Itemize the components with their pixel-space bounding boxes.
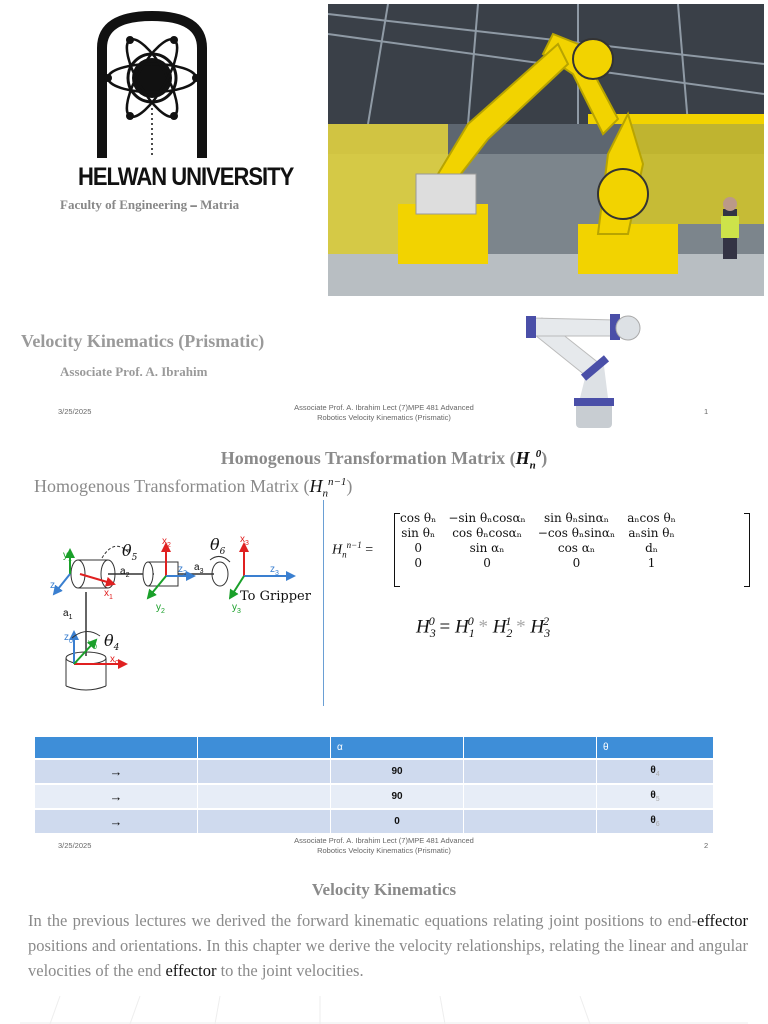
table-cell [198,759,331,784]
theta-symbol: θ [650,815,656,826]
label-theta5: $\theta_5$ [122,541,138,563]
slide2-title-symbol [515,448,542,472]
matrix-table [394,511,682,571]
transform-equation [416,614,549,641]
table-row [35,759,714,784]
title-close: ) [541,448,548,468]
eq-term2-sup: 1 [505,614,512,628]
slide3-title: Velocity Kinematics [311,880,457,899]
slide1-footer-date: 3/25/2025 [58,407,92,416]
faculty-dash: – [190,197,197,212]
slide2-title-text: Homogenous Transformation Matrix ( [220,448,516,468]
matrix-cell: dₙ [645,541,658,555]
slide1-page-number: 1 [704,407,709,416]
matrix-label-sym: H [332,542,343,558]
body-highlight-2: effector [165,961,217,980]
table-cell-alpha: 0 [331,809,464,833]
label-x3: $x_3$ [240,534,249,547]
dh-matrix [394,511,750,589]
university-name: HELWAN UNIVERSITY [78,162,294,191]
table-cell [198,784,331,809]
dh-parameter-table [35,737,714,833]
industrial-robot-photo [328,4,764,296]
matrix-row [394,526,682,541]
label-theta4: $\theta_4$ [104,631,120,653]
slide2-subtitle [34,476,352,500]
label-z3: $z_3$ [270,564,279,577]
label-x0: $x_0$ [110,654,119,667]
faculty-place: Matria [200,197,240,212]
matrix-cell: −sin θₙcosαₙ [448,511,526,525]
matrix-row [394,511,682,526]
label-x1: $x_1$ [104,588,113,601]
faint-grid-decoration [20,996,748,1024]
matrix-cell: sin θₙsinαₙ [543,511,609,525]
eq-term1-sub: 1 [468,626,475,641]
eq-term1-sup: 0 [467,614,474,628]
eq-star-1: * [478,616,488,638]
label-x2: $x_2$ [162,536,171,549]
slide2-subtitle-symbol [309,476,347,500]
table-cell [464,784,597,809]
label-a1: $a_1$ [63,608,73,621]
matrix-cell: cos αₙ [557,541,596,555]
matrix-row [394,556,682,571]
slide1-footer-line2: Robotics Velocity Kinematics (Prismatic) [317,412,451,422]
body-highlight-1: effector [697,911,748,930]
slide2-subtitle-text: Homogenous Transformation Matrix ( [34,476,310,496]
table-row [35,784,714,809]
table-cell-alpha: 90 [331,784,464,809]
subtitle-close: ) [346,476,353,496]
table-cell-arrow: → [35,784,198,809]
matrix-cell: aₙsin θₙ [628,526,675,540]
kinematic-diagram [44,522,322,696]
slide2-footer-date: 3/25/2025 [58,841,92,850]
eq-term3-sup: 2 [543,614,550,628]
slide2-footer-center [254,836,514,856]
theta-sub: 5 [655,796,660,803]
theta-sub: 4 [655,771,660,778]
table-cell-theta [597,784,714,809]
body-text-3: to the joint velocities. [216,961,364,980]
label-gripper: To Gripper [240,589,311,604]
slide2-footer-line1: Associate Prof. A. Ibrahim Lect (7)MPE 481 Advanced [294,836,474,845]
matrix-cell: aₙcos θₙ [627,511,676,525]
slide2-title [0,448,768,472]
label-theta6: $\theta_6$ [210,535,226,557]
matrix-cell: sin θₙ [401,526,436,540]
label-a2: $a_2$ [120,566,130,579]
eq-lhs-sup: 0 [428,614,435,628]
matrix-cell: 1 [647,556,656,570]
matrix-cell: sin αₙ [469,541,505,555]
matrix-cell: 0 [414,556,422,570]
slide1-title: Velocity Kinematics (Prismatic) [21,331,265,351]
table-header-cell [198,737,331,759]
eq-lhs-sub: 3 [429,626,436,641]
faculty-name [60,197,239,213]
matrix-label-sub: n [342,549,347,560]
subtitle-sym: H [309,476,323,496]
table-cell-arrow: → [35,809,198,833]
matrix-equals: = [365,542,374,558]
column-divider [323,500,324,706]
label-y0: $y_0$ [88,638,97,651]
label-a3: $a_3$ [194,562,204,575]
matrix-label [332,540,373,559]
table-header-cell [464,737,597,759]
eq-star-2: * [516,616,526,638]
table-row [35,809,714,833]
matrix-cell: 0 [483,556,491,570]
matrix-cell: 0 [572,556,581,570]
matrix-label-sup: n−1 [346,540,362,550]
label-y3: $y_3$ [232,602,241,615]
cobot-arm-image [510,306,650,430]
table-header-alpha: α [331,737,464,759]
table-cell-theta [597,759,714,784]
university-logo [72,8,232,168]
theta-symbol: θ [650,790,656,801]
table-cell-alpha: 90 [331,759,464,784]
matrix-bracket-left [394,513,400,587]
table-cell [198,809,331,833]
slide1-footer-line1: Associate Prof. A. Ibrahim Lect (7)MPE 481 Advanced [294,403,474,412]
table-cell [464,759,597,784]
table-header-cell [35,737,198,759]
slide1-author: Associate Prof. A. Ibrahim [60,364,208,379]
eq-term2-sub: 2 [506,626,513,641]
theta-sub: 6 [655,821,660,828]
eq-equals: = [439,616,451,638]
table-cell-arrow: → [35,759,198,784]
label-z1: $z_1$ [50,580,59,593]
label-z0: $z_0$ [64,632,73,645]
matrix-row [394,541,682,556]
title-sym-sub: n [529,459,536,472]
body-text-1: In the previous lectures we derived the forward kinematic equations relating joint positions to end- [28,911,697,930]
slide1-footer-center [254,403,514,423]
matrix-cell: 0 [414,541,422,555]
theta-symbol: θ [650,765,656,776]
label-y1: $y_1$ [63,550,72,563]
matrix-bracket-right [744,513,750,587]
title-sym: H [515,448,530,468]
table-header-theta: θ [597,737,714,759]
table-cell [464,809,597,833]
eq-term1: H [454,616,469,638]
label-y2: $y_2$ [156,602,165,615]
slide2-footer-line2: Robotics Velocity Kinematics (Prismatic) [317,845,451,855]
subtitle-sym-sup: n−1 [327,476,347,488]
slide3-body [28,908,748,983]
table-cell-theta [597,809,714,833]
matrix-cell: −cos θₙsinαₙ [537,526,616,540]
matrix-cell: cos θₙ [400,511,437,525]
table-header-row [35,737,714,759]
title-sym-sup: 0 [535,448,542,460]
eq-term3: H [530,616,545,638]
eq-term2: H [492,616,507,638]
faculty-label: Faculty of Engineering [60,197,188,212]
label-z2: $z_2$ [178,564,187,577]
body-text-2: positions and orientations. In this chapter we derive the velocity relationships, relating the linear and angular velocities of the end [28,936,748,980]
subtitle-sym-sub: n [322,487,328,500]
eq-lhs: H [416,616,430,638]
eq-term3-sub: 3 [544,626,551,641]
matrix-cell: cos θₙcosαₙ [452,526,522,540]
slide2-page-number: 2 [704,841,709,850]
